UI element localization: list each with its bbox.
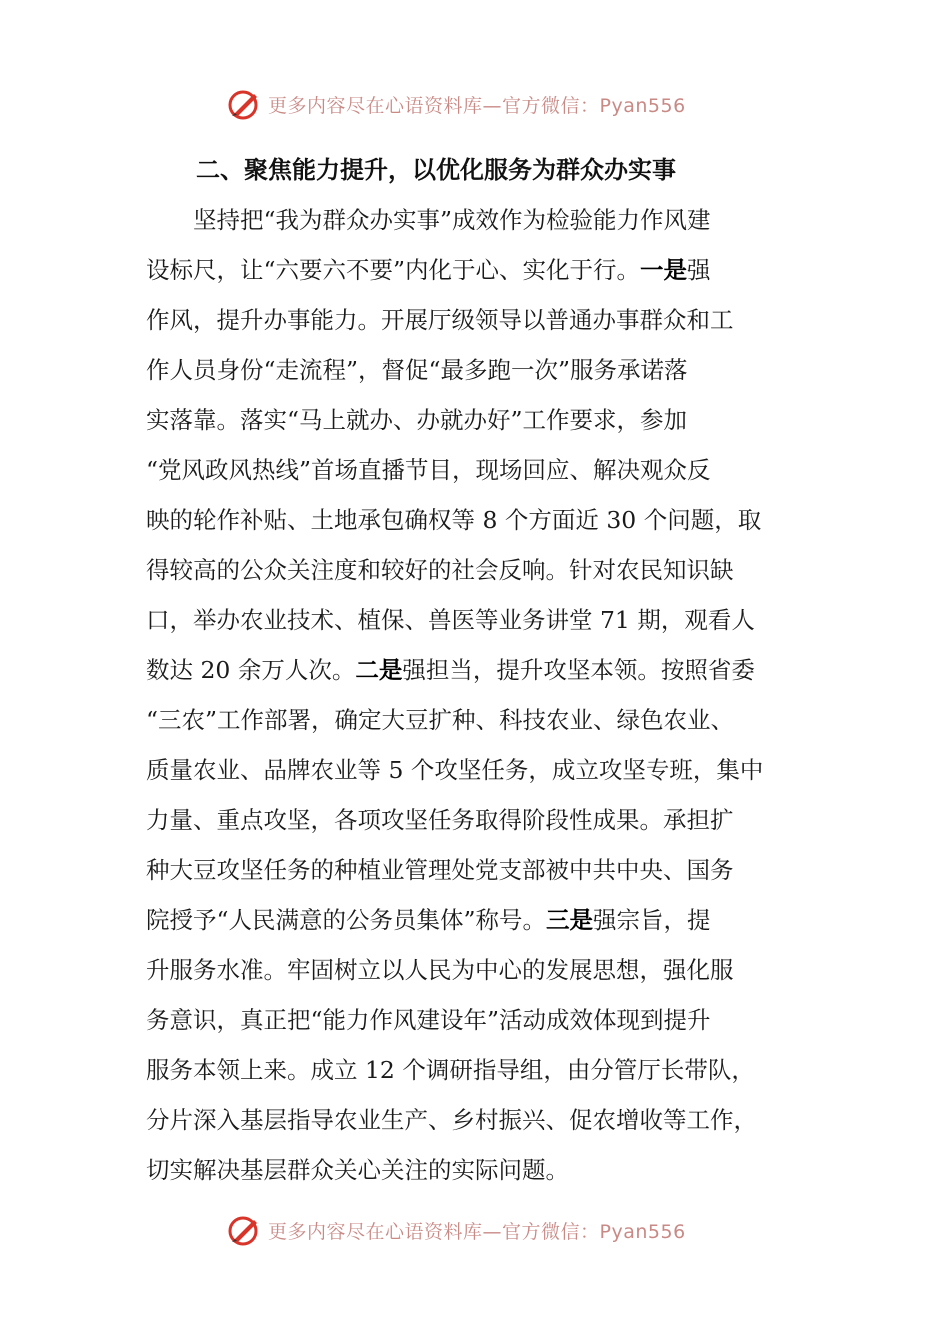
- text-line: [146, 600, 826, 650]
- text-run: 作人员身份“走流程”，督促“最多跑一次”服务承诺落: [146, 356, 688, 384]
- watermark-text: 更多内容尽在心语资料库—官方微信：Pyan556: [268, 1220, 686, 1243]
- text-run: 升服务水准。牢固树立以人民为中心的发展思想，强化服: [146, 956, 734, 984]
- text-line: [146, 700, 826, 750]
- text-line: [146, 800, 826, 850]
- text-run: 强宗旨，提: [593, 906, 711, 934]
- text-run: 分片深入基层指导农业生产、乡村振兴、促农增收等工作，: [146, 1106, 757, 1134]
- text-line: [146, 350, 826, 400]
- text-run: 坚持把“我为群众办实事”成效作为检验能力作风建: [193, 206, 711, 234]
- text-line: [146, 500, 826, 550]
- text-run: 种大豆攻坚任务的种植业管理处党支部被中共中央、国务: [146, 856, 734, 884]
- pen-logo-icon: [226, 1212, 262, 1248]
- text-run: 质量农业、品牌农业等 5 个攻坚任务，成立攻坚专班，集中: [146, 756, 764, 784]
- text-line: [146, 850, 826, 900]
- text-run: 得较高的公众关注度和较好的社会反响。针对农民知识缺: [146, 556, 734, 584]
- text-run: 院授予“人民满意的公务员集体”称号。: [146, 906, 547, 934]
- text-run: 作风，提升办事能力。开展厅级领导以普通办事群众和工: [146, 306, 734, 334]
- bold-enumerator: 一是: [640, 256, 688, 284]
- text-run: 映的轮作补贴、土地承包确权等 8 个方面近 30 个问题，取: [146, 506, 762, 534]
- pen-logo-icon: [226, 86, 262, 122]
- text-line: [146, 550, 826, 600]
- bold-enumerator: 二是: [355, 656, 403, 684]
- bold-enumerator: 三是: [546, 906, 594, 934]
- text-run: 数达 20 余万人次。: [146, 656, 356, 684]
- text-run: 务意识，真正把“能力作风建设年”活动成效体现到提升: [146, 1006, 711, 1034]
- text-run: 设标尺，让“六要六不要”内化于心、实化于行。: [146, 256, 641, 284]
- text-line: [146, 750, 826, 800]
- text-line: [146, 250, 826, 300]
- body-paragraph: [146, 200, 826, 1200]
- text-line: [146, 650, 826, 700]
- text-run: 强: [687, 256, 711, 284]
- section-heading: 二、聚焦能力提升，以优化服务为群众办实事: [196, 156, 676, 184]
- text-line: [146, 950, 826, 1000]
- text-run: “三农”工作部署，确定大豆扩种、科技农业、绿色农业、: [146, 706, 735, 734]
- text-line: [146, 900, 826, 950]
- watermark-text: 更多内容尽在心语资料库—官方微信：Pyan556: [268, 94, 686, 117]
- watermark-banner-bottom: [226, 1210, 746, 1250]
- text-run: “党风政风热线”首场直播节目，现场回应、解决观众反: [146, 456, 711, 484]
- text-line: [146, 1100, 826, 1150]
- text-run: 服务本领上来。成立 12 个调研指导组，由分管厅长带队，: [146, 1056, 755, 1084]
- text-line: [146, 1000, 826, 1050]
- text-line: [146, 200, 826, 250]
- text-line: [146, 450, 826, 500]
- text-run: 实落靠。落实“马上就办、办就办好”工作要求，参加: [146, 406, 688, 434]
- text-run: 强担当，提升攻坚本领。按照省委: [402, 656, 755, 684]
- text-line: [146, 400, 826, 450]
- text-run: 口，举办农业技术、植保、兽医等业务讲堂 71 期，观看人: [146, 606, 755, 634]
- text-run: 力量、重点攻坚，各项攻坚任务取得阶段性成果。承担扩: [146, 806, 734, 834]
- text-run: 切实解决基层群众关心关注的实际问题。: [146, 1156, 569, 1184]
- watermark-banner-top: [226, 84, 746, 124]
- text-line: [146, 1150, 826, 1200]
- text-line: [146, 300, 826, 350]
- text-line: [146, 1050, 826, 1100]
